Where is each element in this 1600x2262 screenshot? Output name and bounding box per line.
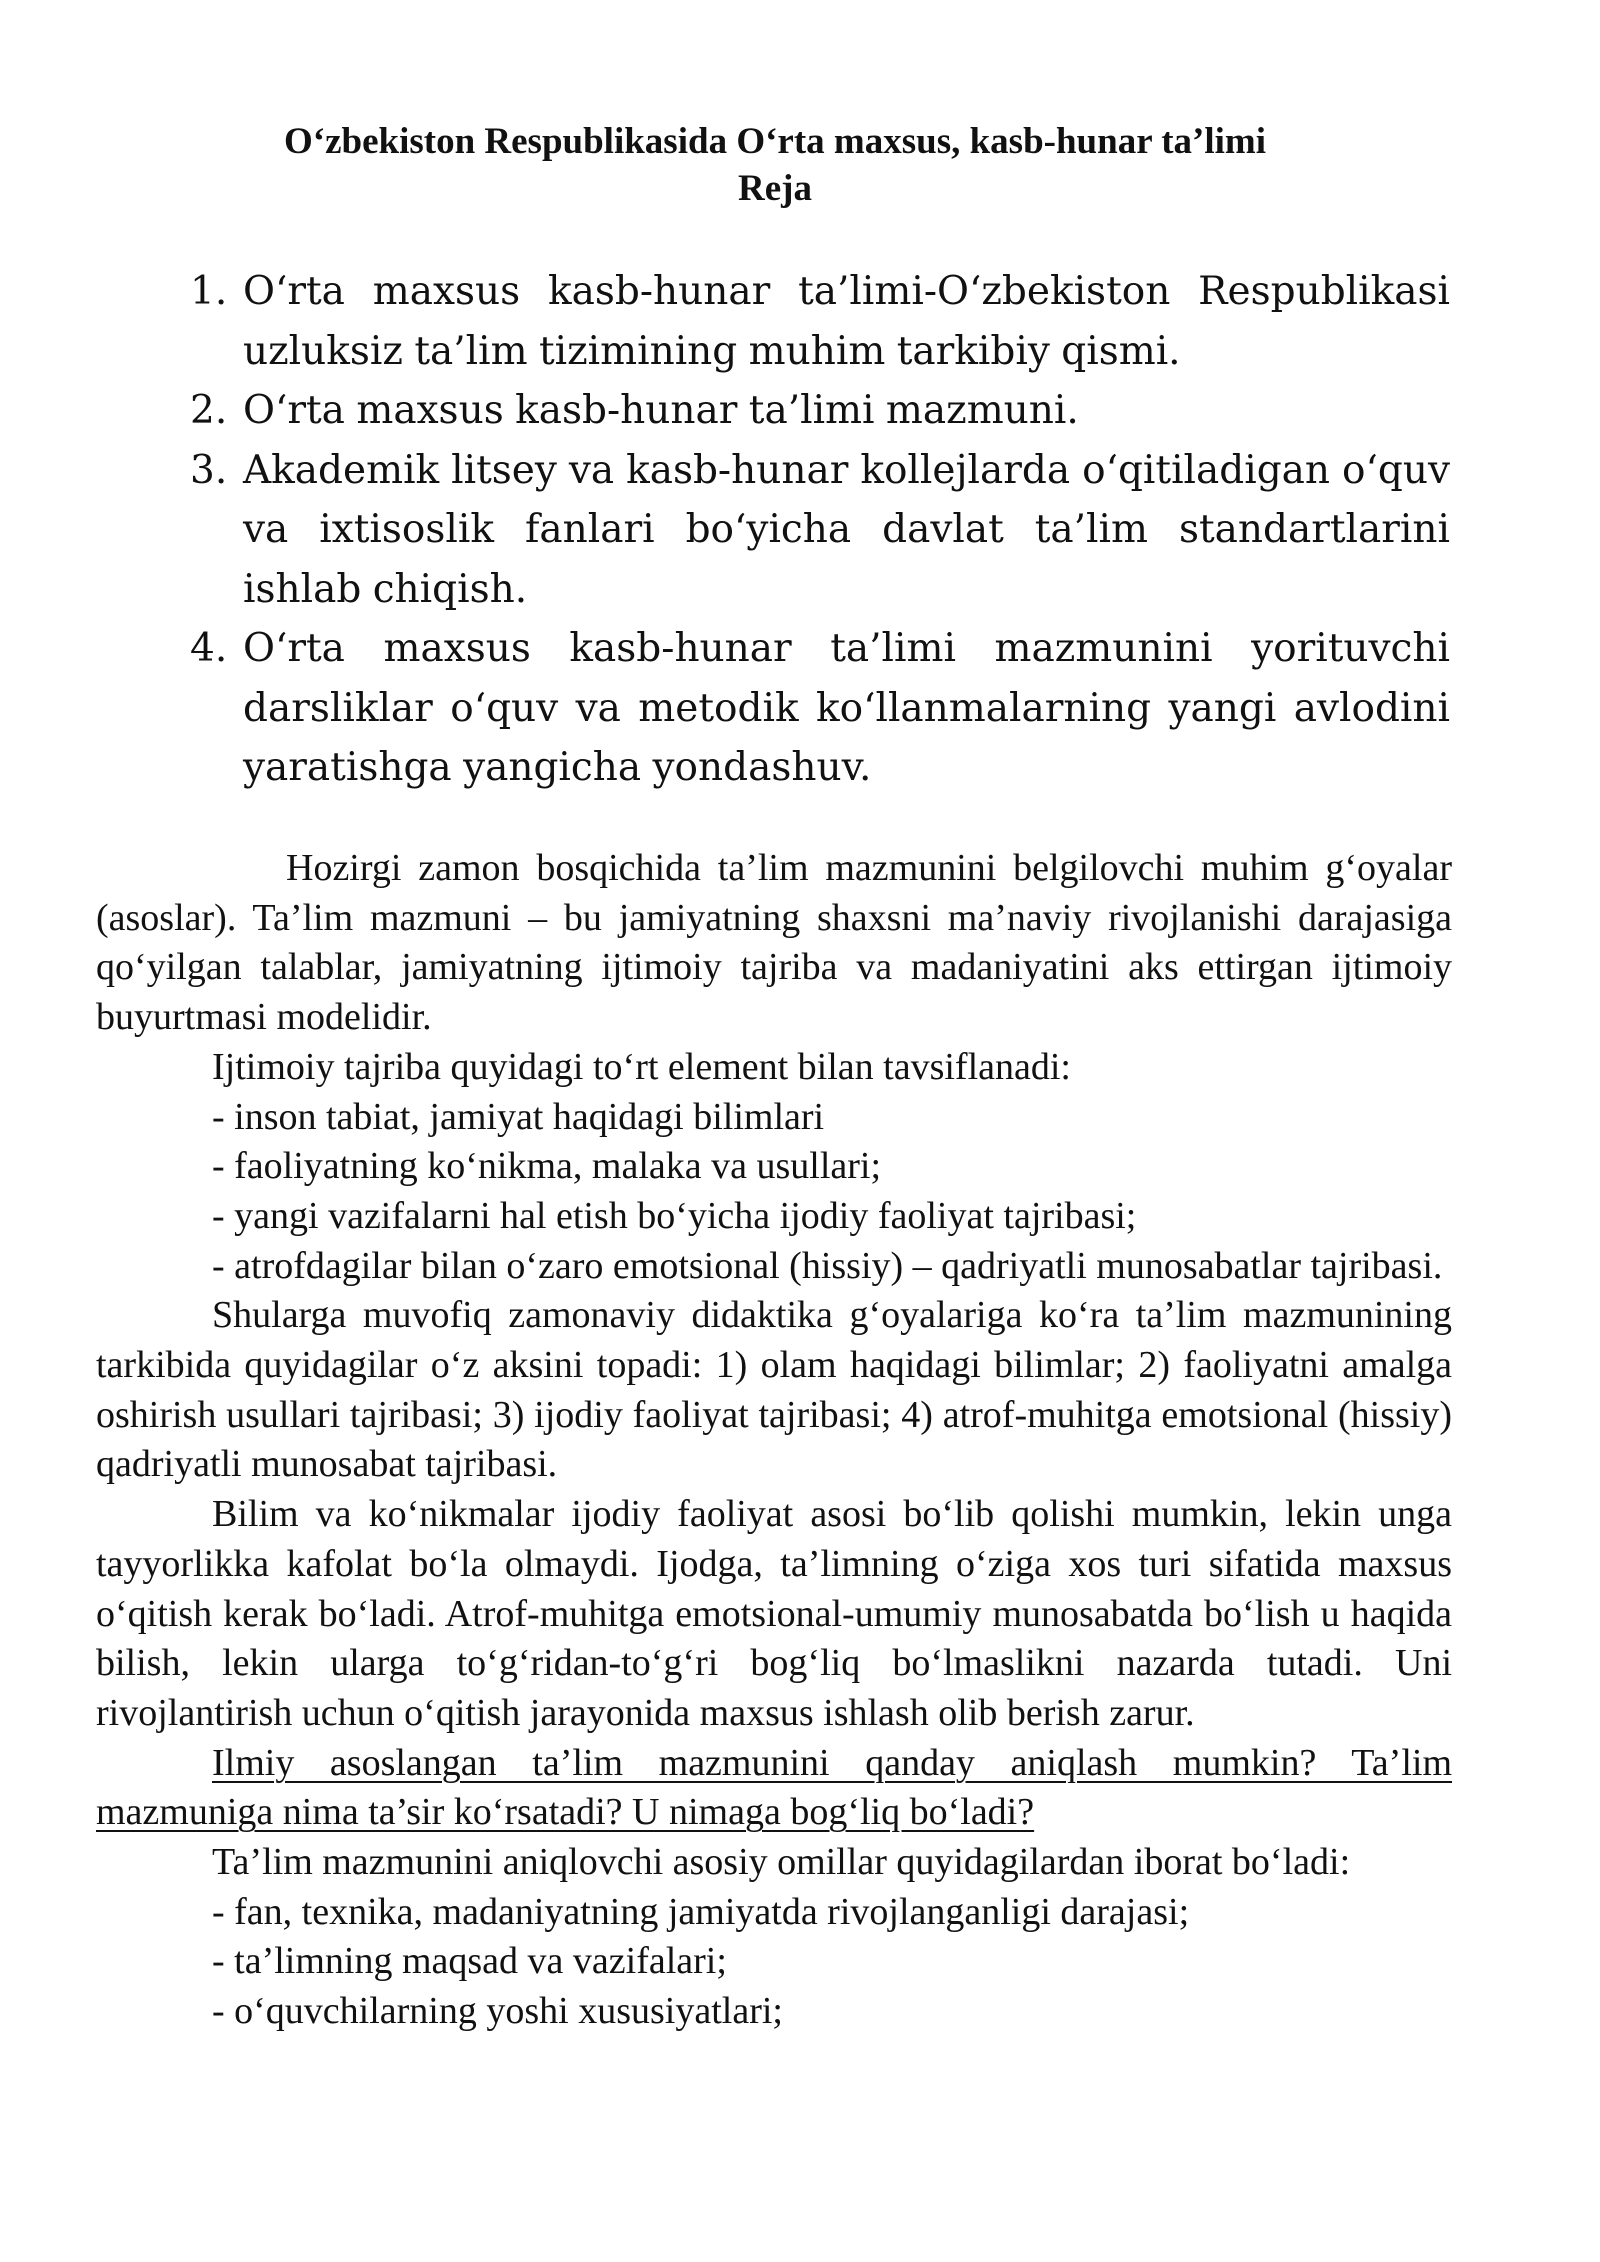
paragraph-factors-intro: Ta’lim mazmunini aniqlovchi asosiy omillar quyidagilardan iborat bo‘ladi: <box>212 1841 1351 1884</box>
factor-item: - o‘quvchilarning yoshi xususiyatlari; <box>212 1990 783 2033</box>
plan-item-number: 4. <box>190 626 228 671</box>
paragraph-questions <box>96 1739 1452 1838</box>
document-title <box>0 118 1550 212</box>
paragraph-intro: Hozirgi zamon bosqichida ta’lim mazmunini belgilovchi muhim g‘oyalar (asoslar). Ta’lim mazmuni – bu jamiyatning shaxsni ma’naviy rivojlanishi darajasiga qo‘yilgan talablar, jamiyatning ijtimoiy tajriba va madaniyatini aks ettirgan ijtimoiy buyurtmasi modelidir. <box>96 847 1452 1039</box>
paragraph-skills: Bilim va ko‘nikmalar ijodiy faoliyat asosi bo‘lib qolishi mumkin, lekin unga tayyorlikka kafolat bo‘la olmaydi. Ijodga, ta’limning o‘ziga xos turi sifatida maxsus o‘qitish kerak bo‘ladi. Atrof-muhitga emotsional-umumiy munosabatda bo‘lish u haqida bilish, lekin ularga to‘g‘ridan-to‘g‘ri bog‘liq bo‘lmaslikni nazarda tutadi. Uni rivojlantirish uchun o‘qitish jarayonida maxsus ishlash olib berish zarur. <box>96 1493 1452 1734</box>
paragraph-elements-intro: Ijtimoiy tajriba quyidagi to‘rt element bilan tavsiflanadi: <box>212 1045 1071 1088</box>
underlined-questions: Ilmiy asoslangan ta’lim mazmunini qanday aniqlash mumkin? Ta’lim mazmuniga nima ta’sir ko‘rsatadi? U nimaga bog‘liq bo‘ladi? <box>96 1741 1452 1834</box>
dash-item: - atrofdagilar bilan o‘zaro emotsional (hissiy) – qadriyatli munosabatlar tajribasi. <box>212 1244 1443 1287</box>
plan-list <box>180 262 1450 798</box>
plan-item-number: 1. <box>190 269 228 314</box>
dash-item: - yangi vazifalarni hal etish bo‘yicha ijodiy faoliyat tajribasi; <box>212 1194 1137 1237</box>
title-line-1: O‘zbekiston Respublikasida O‘rta maxsus, kasb-hunar ta’limi <box>283 121 1267 162</box>
factor-item: - fan, texnika, madaniyatning jamiyatda rivojlanganligi darajasi; <box>212 1890 1190 1933</box>
plan-item-text: O‘rta maxsus kasb-hunar ta’limi mazmunini yorituvchi darsliklar o‘quv va metodik ko‘llanmalarning yangi avlodini yaratishga yangicha yondashuv. <box>243 626 1450 790</box>
body-text <box>96 844 1452 2037</box>
plan-item <box>180 441 1450 620</box>
plan-item <box>180 262 1450 381</box>
plan-item-text: Akademik litsey va kasb-hunar kollejlarda o‘qitiladigan o‘quv va ixtisoslik fanlari bo‘yicha davlat ta’lim standartlarini ishlab chiqish. <box>243 447 1450 612</box>
factor-item: - ta’limning maqsad va vazifalari; <box>212 1940 727 1983</box>
title-line-2: Reja <box>738 168 812 209</box>
dash-item: - faoliyatning ko‘nikma, malaka va usullari; <box>212 1145 882 1188</box>
dash-item: - inson tabiat, jamiyat haqidagi bilimlari <box>212 1095 825 1138</box>
plan-item-number: 2. <box>190 388 228 433</box>
paragraph-didactics: Shularga muvofiq zamonaviy didaktika g‘oyalariga ko‘ra ta’lim mazmunining tarkibida quyidagilar o‘z aksini topadi: 1) olam haqidagi bilimlar; 2) faoliyatni amalga oshirish usullari tajribasi; 3) ijodiy faoliyat tajribasi; 4) atrof-muhitga emotsional (hissiy) qadriyatli munosabat tajribasi. <box>96 1294 1452 1486</box>
plan-item-number: 3. <box>190 447 228 493</box>
plan-item <box>180 619 1450 798</box>
plan-item <box>180 381 1450 441</box>
plan-item-text: O‘rta maxsus kasb-hunar ta’limi-O‘zbekiston Respublikasi uzluksiz ta’lim tizimining muhim tarkibiy qismi. <box>243 269 1450 374</box>
plan-item-text: O‘rta maxsus kasb-hunar ta’limi mazmuni. <box>243 388 1079 433</box>
